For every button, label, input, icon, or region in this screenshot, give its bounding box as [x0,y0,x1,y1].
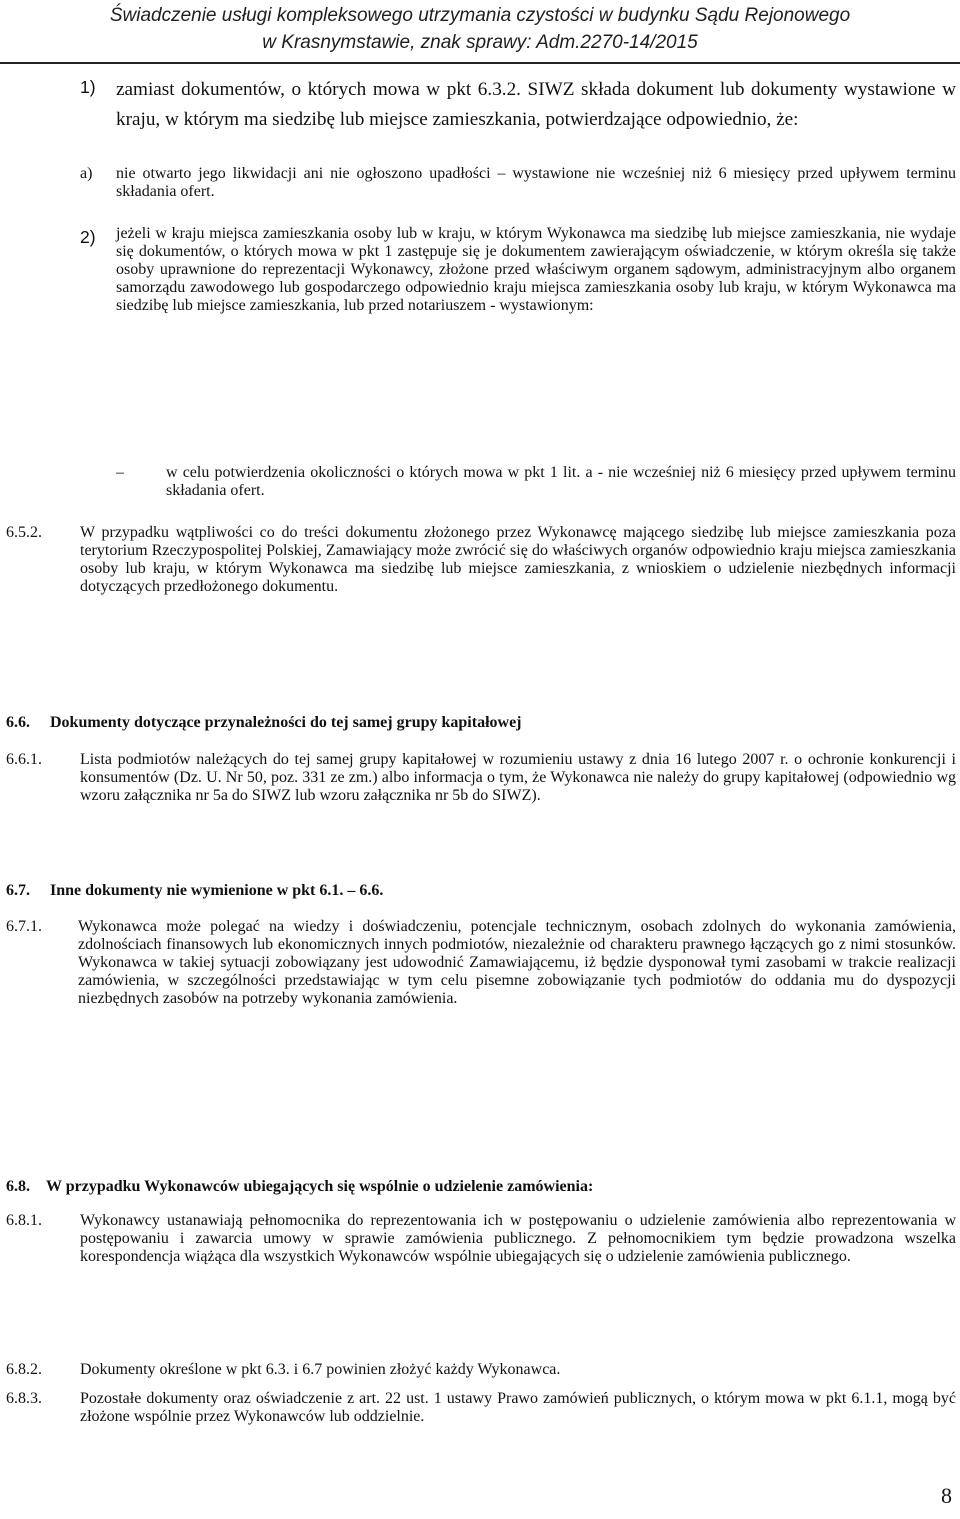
section-6-8-1-number: 6.8.1. [6,1212,42,1229]
item-2-number: 2) [80,227,96,247]
heading-6-6-text: Dokumenty dotyczące przynależności do tej samej grupy kapitałowej [50,714,522,731]
section-6-8-2-number: 6.8.2. [6,1361,42,1378]
item-2 [0,225,960,315]
section-6-8-3 [0,1390,960,1426]
section-6-7-1-number: 6.7.1. [6,918,42,935]
item-1 [0,75,960,135]
heading-6-7-text: Inne dokumenty nie wymienione w pkt 6.1. – 6.6. [50,882,384,899]
heading-6-8-text: W przypadku Wykonawców ubiegających się wspólnie o udzielenie zamówienia: [46,1178,594,1195]
section-6-8-1 [0,1212,960,1266]
section-6-8-2 [0,1361,960,1379]
section-6-8-2-text: Dokumenty określone w pkt 6.3. i 6.7 powinien złożyć każdy Wykonawca. [80,1361,561,1378]
item-2-dash-text: w celu potwierdzenia okoliczności o których mowa w pkt 1 lit. a - nie wcześniej niż 6 miesięcy przed upływem terminu składania ofert. [166,464,956,499]
item-1a-text: nie otwarto jego likwidacji ani nie ogłoszono upadłości – wystawione nie wcześniej niż 6 miesięcy przed upływem terminu składania ofert. [116,165,956,200]
section-6-6-1 [0,751,960,805]
item-1a [0,165,960,201]
section-6-6-1-number: 6.6.1. [6,751,42,768]
page-number: 8 [941,1483,952,1508]
heading-6-8-number: 6.8. [6,1178,30,1195]
heading-6-8 [0,1178,960,1196]
section-6-7-1 [0,918,960,1008]
heading-6-6 [0,714,960,732]
section-6-6-1-text: Lista podmiotów należących do tej samej grupy kapitałowej w rozumieniu ustawy z dnia 16 lutego 2007 r. o ochronie konkurencji i konsumentów (Dz. U. Nr 50, poz. 331 ze zm.) albo informacja o tym, że Wykonawca nie należy do grupy kapitałowej (odpowiednio wg wzoru załącznika nr 5a do SIWZ lub wzoru załącznika nr 5b do SIWZ). [80,751,956,804]
header-rule [0,62,960,64]
section-6-8-3-number: 6.8.3. [6,1390,42,1407]
heading-6-7-number: 6.7. [6,882,30,899]
section-6-5-2-text: W przypadku wątpliwości co do treści dokumentu złożonego przez Wykonawcę mającego siedzibę lub miejsce zamieszkania poza terytorium Rzeczypospolitej Polskiej, Zamawiający może zwrócić się do właściwych organów odpowiednio kraju miejsca zamieszkania osoby lub kraju, w którym Wykonawca ma siedzibę lub miejsce zamieszkania, z wnioskiem o udzielenie niezbędnych informacji dotyczących przedłożonego dokumentu. [80,524,956,595]
item-1a-letter: a) [80,165,93,182]
section-6-5-2-number: 6.5.2. [6,524,42,541]
header-line-1: Świadczenie usługi kompleksowego utrzymania czystości w budynku Sądu Rejonowego [109,5,851,26]
section-6-7-1-text: Wykonawca może polegać na wiedzy i doświadczeniu, potencjale technicznym, osobach zdolnych do wykonania zamówienia, zdolnościach finansowych lub ekonomicznych innych podmiotów, niezależnie od charakteru prawnego łączących go z nimi stosunków. Wykonawca w takiej sytuacji zobowiązany jest udowodnić Zamawiającemu, iż będzie dysponował tymi zasobami w trakcie realizacji zamówienia, w szczególności przedstawiając w tym celu pisemne zobowiązanie tych podmiotów do oddania mu do dyspozycji niezbędnych zasobów na potrzeby wykonania zamówienia. [78,918,956,1007]
section-6-8-3-text: Pozostałe dokumenty oraz oświadczenie z art. 22 ust. 1 ustawy Prawo zamówień publicznych, o którym mowa w pkt 6.1.1, mogą być złożone wspólnie przez Wykonawców lub oddzielnie. [80,1390,956,1425]
item-1-number: 1) [80,77,96,97]
section-6-5-2 [0,524,960,596]
dash-bullet: – [116,464,124,481]
heading-6-6-number: 6.6. [6,714,30,731]
item-1-text: zamiast dokumentów, o których mowa w pkt 6.3.2. SIWZ składa dokument lub dokumenty wystawione w kraju, w którym ma siedzibę lub miejsce zamieszkania, potwierdzające odpowiednio, że: [116,79,956,130]
header-line-2: w Krasnymstawie, znak sprawy: Adm.2270-14/2015 [262,32,698,53]
heading-6-7 [0,882,960,900]
item-2-text: jeżeli w kraju miejsca zamieszkania osoby lub w kraju, w którym Wykonawca ma siedzibę lub miejsce zamieszkania, nie wydaje się dokumentów, o których mowa w pkt 1 zastępuje się je dokumentem zawierającym oświadczenie, w którym określa się także osoby uprawnione do reprezentacji Wykonawcy, złożone przed właściwym organem sądowym, administracyjnym albo organem samorządu zawodowego lub gospodarczego odpowiednio kraju miejsca zamieszkania osoby lub kraju, w którym Wykonawca ma siedzibę lub miejsce zamieszkania, lub przed notariuszem - wystawionym: [116,225,956,314]
section-6-8-1-text: Wykonawcy ustanawiają pełnomocnika do reprezentowania ich w postępowaniu o udzielenie zamówienia albo reprezentowania w postępowaniu i zawarcia umowy w sprawie zamówienia publicznego. Z pełnomocnikiem tym będzie prowadzona wszelka korespondencja wiążąca dla wszystkich Wykonawców wspólnie ubiegających się o udzielenie zamówienia publicznego. [80,1212,956,1265]
item-2-dash [0,464,960,500]
document-header [0,2,960,56]
